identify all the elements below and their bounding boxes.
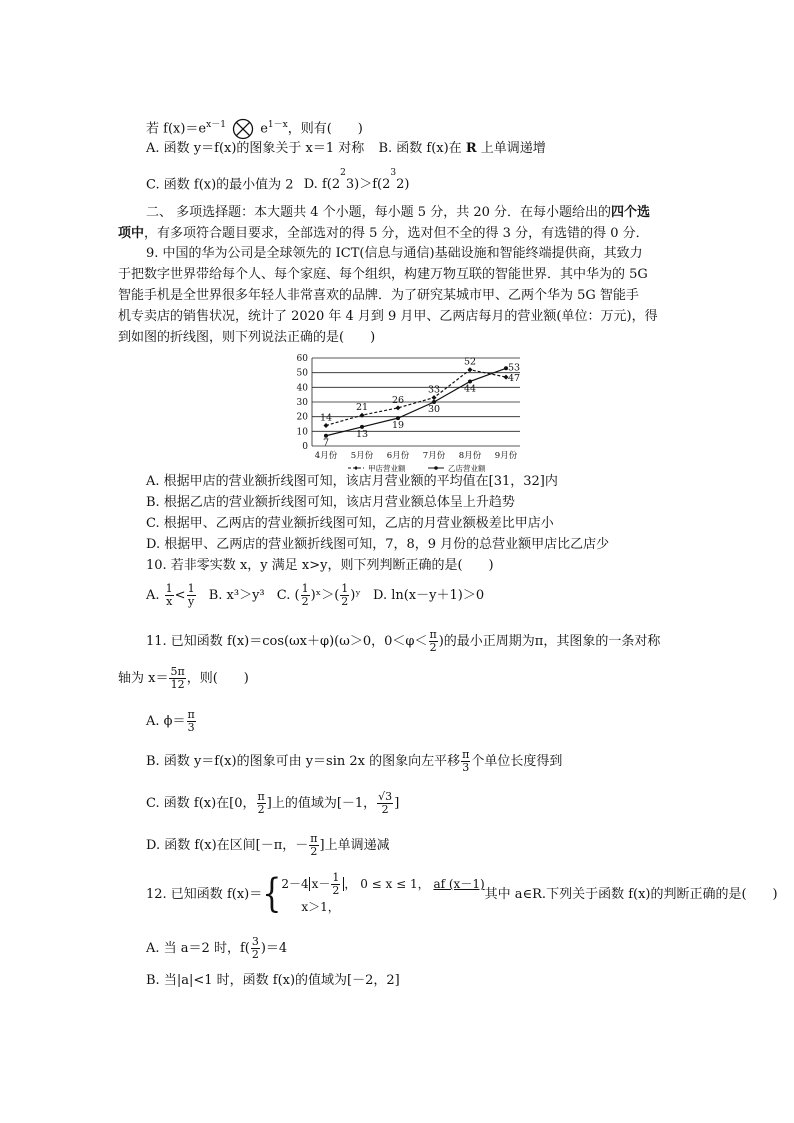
q12-option-a: A. 当 a＝2 时，f( $\frac{3}{2}$ )＝4 bbox=[146, 935, 288, 961]
q9-stem-line: 机专卖店的销售状况，统计了 2020 年 4 月到 9 月甲、乙两店每月的营业额(单位：万元)，得 bbox=[118, 309, 658, 324]
data-label: 30 bbox=[427, 404, 441, 415]
y-tick-label: 30 bbox=[296, 398, 308, 408]
data-label: 21 bbox=[355, 402, 369, 414]
data-label: 47 bbox=[507, 373, 521, 385]
data-point bbox=[468, 367, 473, 372]
q12-stem: 12. 已知函数 f(x)＝{ 2－4 x－ $\frac{1}{2}$ ， 0 ≤ x ≤ 1， af (x－1) x＞1， 其中 a∈R.下列关于函数 f(x)的判断正确的是( ) bbox=[146, 871, 778, 917]
legend-marker bbox=[434, 466, 438, 470]
data-label: 7 bbox=[322, 437, 330, 449]
data-label: 13 bbox=[355, 428, 369, 440]
x-tick-label: 7月份 bbox=[422, 451, 446, 461]
q11-option-b: B. 函数 y＝f(x)的图象可由 y＝sin 2x 的图象向左平移 $\frac{\pi}{3}$ 个单位长度得到 bbox=[146, 748, 563, 774]
x-tick-label: 8月份 bbox=[458, 451, 482, 461]
x-tick-label: 6月份 bbox=[386, 451, 410, 461]
data-label: 52 bbox=[463, 356, 477, 368]
q9-option-d: D. 根据甲、乙两店的营业额折线图可知，7，8，9 月份的总营业额甲店比乙店少 bbox=[146, 537, 610, 552]
section-2-heading: 二、 多项选择题：本大题共 4 个小题，每小题 5 分，共 20 分．在每小题给出的四个选 bbox=[146, 205, 651, 220]
q9-stem-line: 于把数字世界带给每个人、每个家庭、每个组织，构建万物互联的智能世界．其中华为的 5G bbox=[118, 267, 648, 282]
q8-option-a: A. 函数 y＝f(x)的图象关于 x＝1 对称 B. 函数 f(x)在 R 上单调递增 bbox=[146, 141, 546, 156]
q9-stem-line: 到如图的折线图，则下列说法正确的是( ) bbox=[118, 330, 376, 345]
x-tick-label: 5月份 bbox=[350, 451, 374, 461]
q8-option-c-d: C. 函数 f(x)的最小值为 2 D. $f(2^23)>f(2^32)$ bbox=[146, 168, 410, 193]
q9-option-a: A. 根据甲店的营业额折线图可知，该店月营业额的平均值在[31，32]内 bbox=[146, 474, 558, 489]
q11-stem: 11. 已知函数 f(x)＝cos(ωx＋φ)(ω＞0，0＜φ＜ $\frac{\pi}{2}$ )的最小正周期为π，其图象的一条对称 bbox=[146, 628, 661, 654]
y-tick-label: 60 bbox=[296, 354, 308, 364]
q11-option-c: C. 函数 f(x)在[0， $\frac{\pi}{2}$ ]上的值域为[－1， $\frac{√3}{2}$ ] bbox=[146, 790, 400, 816]
data-label: 14 bbox=[319, 412, 333, 424]
q9-stem-line: 9. 中国的华为公司是全球领先的 ICT(信息与通信)基础设施和智能终端提供商，其致力 bbox=[146, 246, 643, 261]
y-tick-label: 50 bbox=[296, 368, 308, 379]
data-label: 26 bbox=[391, 394, 405, 406]
data-label: 44 bbox=[463, 383, 477, 395]
x-tick-label: 4月份 bbox=[314, 451, 338, 461]
data-label: 33 bbox=[427, 384, 441, 396]
y-tick-label: 40 bbox=[296, 383, 308, 394]
q8-stem: 若 $f(x)=e^{x-1}$ $e^{1-x}$，则有( ) bbox=[146, 116, 363, 140]
q9-option-b: B. 根据乙店的营业额折线图可知，该店月营业额总体呈上升趋势 bbox=[146, 495, 515, 510]
q10-options: A. $\frac{1}{x}$ < $\frac{1}{y}$ B. x³＞y³ C. ( $\frac{1}{2}$ )ˣ＞( $\frac{1}{2}$ )ʸ D. ln(x－y＋1)＞0 bbox=[146, 582, 485, 608]
q10-stem: 10. 若非零实数 x，y 满足 x>y，则下列判断正确的是( ) bbox=[146, 558, 494, 573]
legend-label: 乙店营业额 bbox=[448, 464, 486, 473]
q12-option-b: B. 当|a|<1 时，函数 f(x)的值域为[－2，2] bbox=[146, 973, 400, 988]
data-point bbox=[432, 395, 437, 400]
sales-line-chart bbox=[290, 350, 530, 475]
data-label: 19 bbox=[391, 420, 405, 432]
y-tick-label: 10 bbox=[296, 427, 308, 438]
q11-option-d: D. 函数 f(x)在区间[－π，－ $\frac{\pi}{2}$ ]上单调递减 bbox=[146, 832, 390, 858]
q11-stem-line2: 轴为 x＝ $\frac{5\pi}{12}$ ，则( ) bbox=[118, 665, 249, 691]
q9-stem-line: 智能手机是全世界很多年轻人非常喜欢的品牌．为了研究某城市甲、乙两个华为 5G 智能手 bbox=[118, 288, 639, 303]
q11-option-a: A. ϕ＝ $\frac{\pi}{3}$ bbox=[146, 708, 195, 734]
legend-marker bbox=[354, 466, 358, 470]
piecewise-brace: { bbox=[262, 871, 282, 917]
legend-label: 甲店营业额 bbox=[368, 464, 406, 473]
y-tick-label: 20 bbox=[296, 412, 308, 423]
q9-option-c: C. 根据甲、乙两店的营业额折线图可知，乙店的月营业额极差比甲店小 bbox=[146, 516, 554, 531]
x-tick-label: 9月份 bbox=[494, 451, 518, 461]
data-label: 53 bbox=[507, 362, 521, 374]
y-tick-label: 0 bbox=[302, 442, 308, 452]
circled-times-icon bbox=[232, 118, 254, 140]
section-2-heading-line2: 项中，有多项符合题目要求，全部选对的得 5 分，选对但不全的得 3 分，有选错的得 0 分． bbox=[118, 226, 649, 241]
data-point bbox=[396, 405, 401, 410]
data-point bbox=[324, 423, 329, 428]
